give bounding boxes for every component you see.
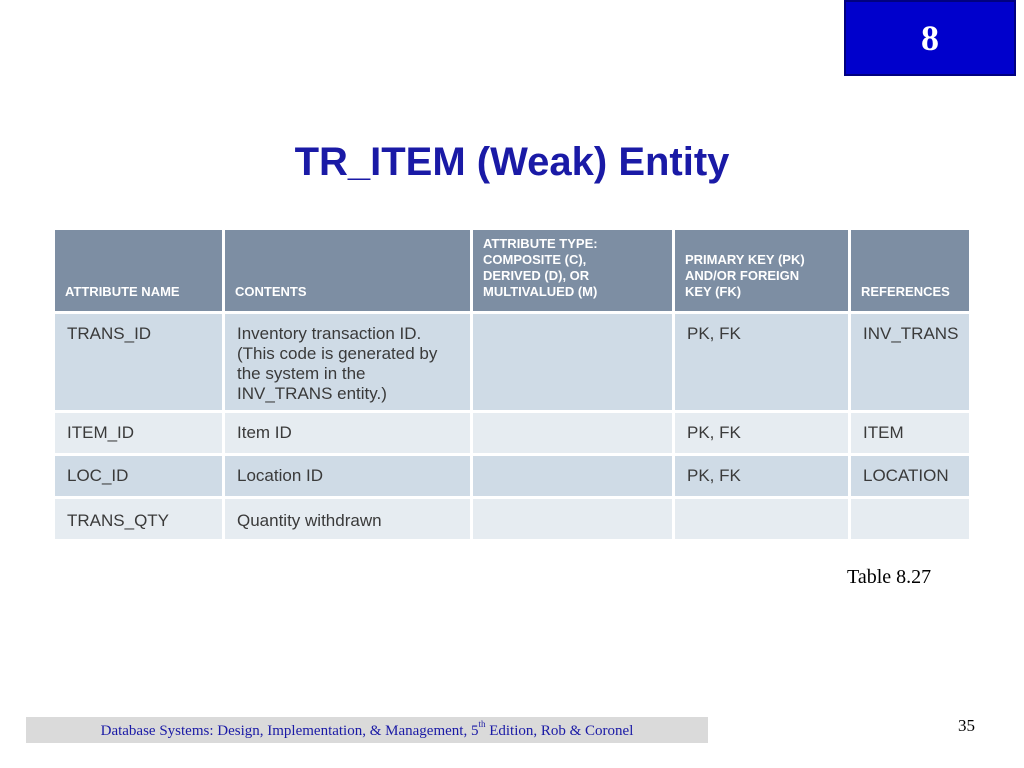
footer-text: Database Systems: Design, Implementation, & Management, 5th Edition, Rob & Coronel [100,718,634,739]
cell-attribute-name: TRANS_ID [55,314,222,413]
cell-contents: Location ID [225,456,470,499]
header-attribute-type: ATTRIBUTE TYPE: COMPOSITE (C), DERIVED (D), OR MULTIVALUED (M) [473,230,672,314]
attribute-table [52,230,972,542]
cell-references [851,499,969,542]
page-number: 35 [958,716,975,735]
cell-attribute-type [473,314,672,413]
cell-key: PK, FK [675,456,848,499]
cell-contents: Inventory transaction ID. (This code is generated by the system in the INV_TRANS entity.) [225,314,470,413]
slide-title: TR_ITEM (Weak) Entity [294,140,730,184]
cell-references: ITEM [851,413,969,456]
cell-attribute-type [473,456,672,499]
header-primary-foreign-key: PRIMARY KEY (PK) AND/OR FOREIGN KEY (FK) [675,230,848,314]
cell-attribute-name: LOC_ID [55,456,222,499]
cell-key: PK, FK [675,314,848,413]
table-row [55,499,969,542]
header-references: REFERENCES [851,230,969,314]
cell-attribute-type [473,499,672,542]
header-contents: CONTENTS [225,230,470,314]
cell-contents: Quantity withdrawn [225,499,470,542]
cell-references: LOCATION [851,456,969,499]
table-header-row [55,230,969,314]
chapter-number-box: 8 [844,0,1016,76]
footer-superscript: th [478,718,486,729]
table-row [55,413,969,456]
cell-key: PK, FK [675,413,848,456]
cell-attribute-name: ITEM_ID [55,413,222,456]
cell-key [675,499,848,542]
table-row [55,314,969,413]
table-row [55,456,969,499]
header-attribute-name: ATTRIBUTE NAME [55,230,222,314]
table-caption: Table 8.27 [847,566,932,588]
cell-contents: Item ID [225,413,470,456]
footer-citation [26,717,708,743]
cell-attribute-name: TRANS_QTY [55,499,222,542]
cell-references: INV_TRANS [851,314,969,413]
cell-attribute-type [473,413,672,456]
